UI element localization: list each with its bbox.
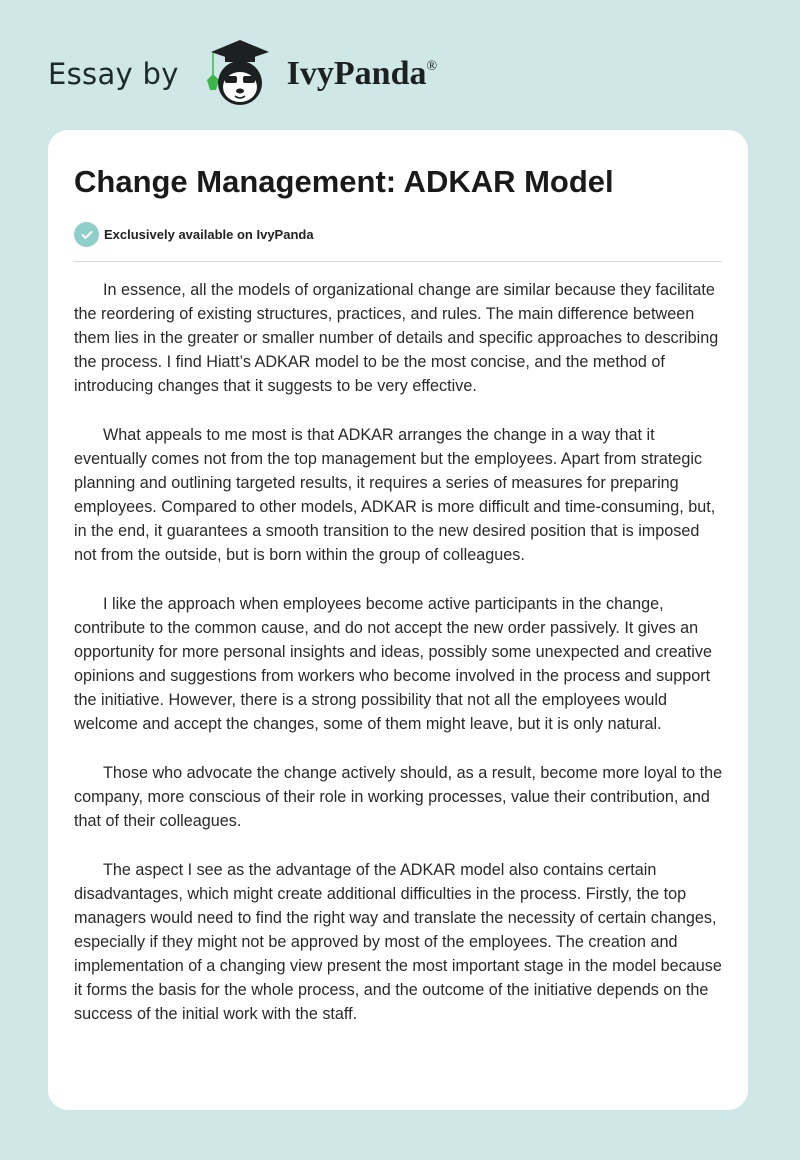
essay-card: [48, 130, 748, 1110]
badge-text: Exclusively available on IvyPanda: [104, 227, 314, 242]
ivypanda-logo-icon[interactable]: [197, 38, 283, 110]
registered-mark: ®: [426, 59, 438, 74]
paragraph: I like the approach when employees become active participants in the change, contribute to the common cause, and do not accept the new order passively. It gives an opportunity for more personal insights and ideas, possibly some unexpected and creative opinions and suggestions from workers who become involved in the process and support the initiative. However, there is a strong possibility that not all the employees would welcome and accept the changes, some of them might leave, but it is only natural.: [74, 595, 712, 733]
exclusive-badge: [74, 222, 314, 247]
paragraph: In essence, all the models of organizational change are similar because they facilitate the reordering of existing structures, practices, and rules. The main difference between them lies in the greater or smaller number of details and specific approaches to describing the process. I find Hiatt’s ADKAR model to be the most concise, and the method of introducing changes that it suggests to be very effective.: [74, 281, 719, 395]
check-icon: [74, 222, 99, 247]
divider: [74, 261, 722, 262]
paragraph: The aspect I see as the advantage of the ADKAR model also contains certain disadvantages, which might create additional difficulties in the process. Firstly, the top managers would need to find the right way and translate the necessity of certain changes, especially if they might not be approved by most of the employees. The creation and implementation of a changing view present the most important stage in the model because it forms the basis for the whole process, and the outcome of the initiative depends on the success of the initial work with the staff.: [74, 861, 722, 1023]
brand-name[interactable]: [287, 55, 437, 93]
site-header: [48, 38, 437, 110]
paragraph: Those who advocate the change actively should, as a result, become more loyal to the company, more conscious of their role in working processes, value their contribution, and that of their colleagues.: [74, 764, 723, 830]
essay-body: [74, 278, 726, 1051]
brand-text: IvyPanda: [286, 55, 427, 92]
page-title: Change Management: ADKAR Model: [74, 164, 614, 199]
paragraph: What appeals to me most is that ADKAR arranges the change in a way that it eventually comes not from the top management but the employees. Apart from strategic planning and outlining targeted results, it requires a series of measures for preparing employees. Compared to other models, ADKAR is more difficult and time-consuming, but, in the end, it guarantees a smooth transition to the new desired position that is imposed not from the outside, but is born within the group of colleagues.: [74, 426, 716, 564]
essay-by-label: Essay by: [48, 57, 179, 91]
